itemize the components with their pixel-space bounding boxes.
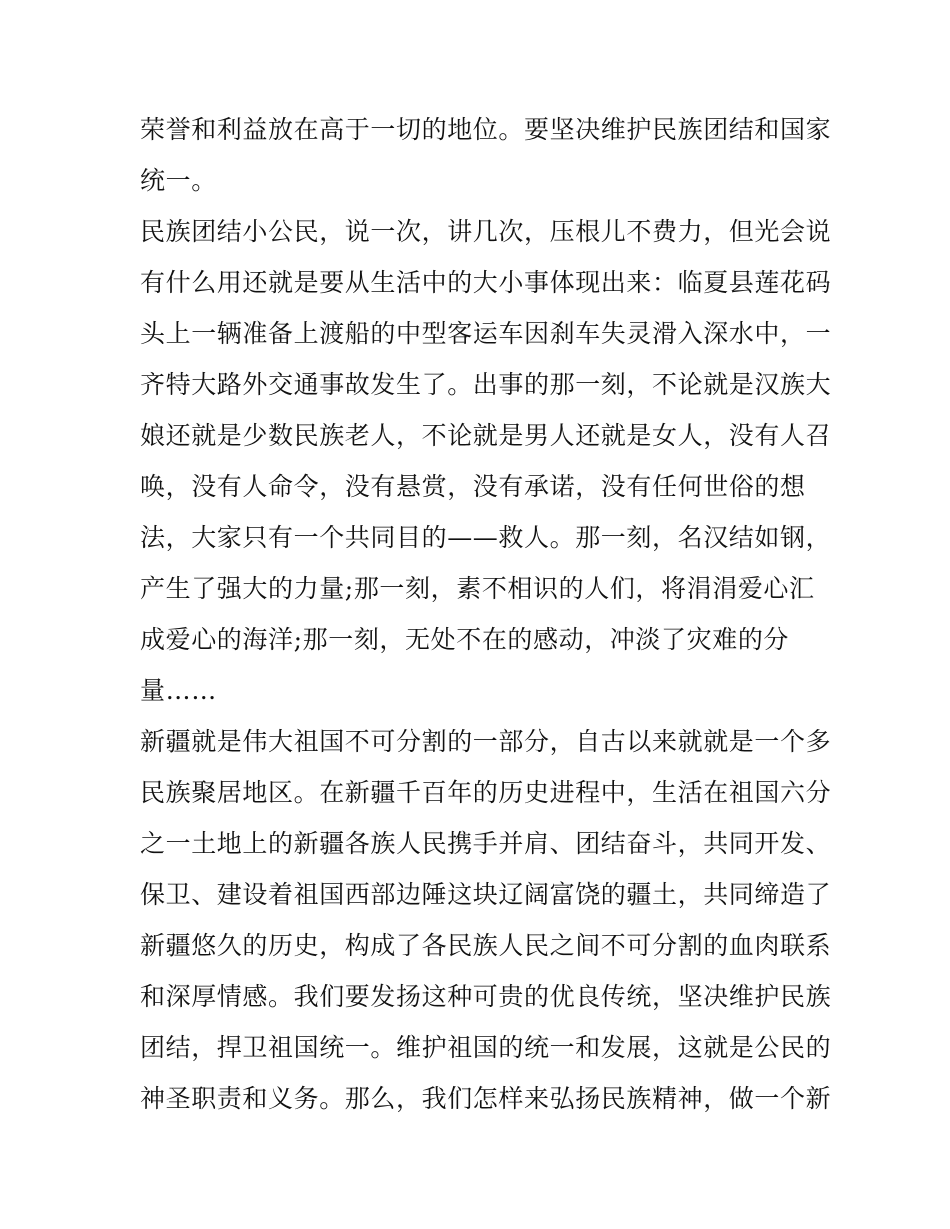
text-line: 和深厚情感。我们要发扬这种可贵的优良传统，坚决维护民族 [140, 982, 832, 1011]
text-line: 神圣职责和义务。那么，我们怎样来弘扬民族精神，做一个新 [140, 1084, 832, 1113]
text-line: 成爱心的海洋;那一刻，无处不在的感动，冲淡了灾难的分 [140, 625, 790, 654]
text-line: 新疆就是伟大祖国不可分割的一部分，自古以来就就是一个多 [140, 727, 832, 756]
text-line: 齐特大路外交通事故发生了。出事的那一刻，不论就是汉族大 [140, 370, 832, 399]
text-line: 娘还就是少数民族老人，不论就是男人还就是女人，没有人召 [140, 421, 832, 450]
text-line: 有什么用还就是要从生活中的大小事体现出来：临夏县莲花码 [140, 268, 832, 297]
text-line: 荣誉和利益放在高于一切的地位。要坚决维护民族团结和国家 [140, 115, 832, 144]
text-line: 团结，捍卫祖国统一。维护祖国的统一和发展，这就是公民的 [140, 1033, 832, 1062]
text-line: 唤，没有人命令，没有悬赏，没有承诺，没有任何世俗的想 [140, 472, 806, 501]
text-line: 保卫、建设着祖国西部边陲这块辽阔富饶的疆土，共同缔造了 [140, 880, 832, 909]
text-line: 头上一辆准备上渡船的中型客运车因刹车失灵滑入深水中，一 [140, 319, 832, 348]
text-line: 民族聚居地区。在新疆千百年的历史进程中，生活在祖国六分 [140, 778, 832, 807]
text-line: 新疆悠久的历史，构成了各民族人民之间不可分割的血肉联系 [140, 931, 832, 960]
text-line: 法，大家只有一个共同目的——救人。那一刻，名汉结如钢， [140, 523, 832, 552]
text-line: 量…… [140, 676, 217, 705]
body-text [140, 104, 830, 1124]
text-line: 之一土地上的新疆各族人民携手并肩、团结奋斗，共同开发、 [140, 829, 832, 858]
text-line: 产生了强大的力量;那一刻，素不相识的人们，将涓涓爱心汇 [140, 574, 815, 603]
text-line: 统一。 [140, 166, 217, 195]
text-line: 民族团结小公民，说一次，讲几次，压根儿不费力，但光会说 [140, 217, 832, 246]
